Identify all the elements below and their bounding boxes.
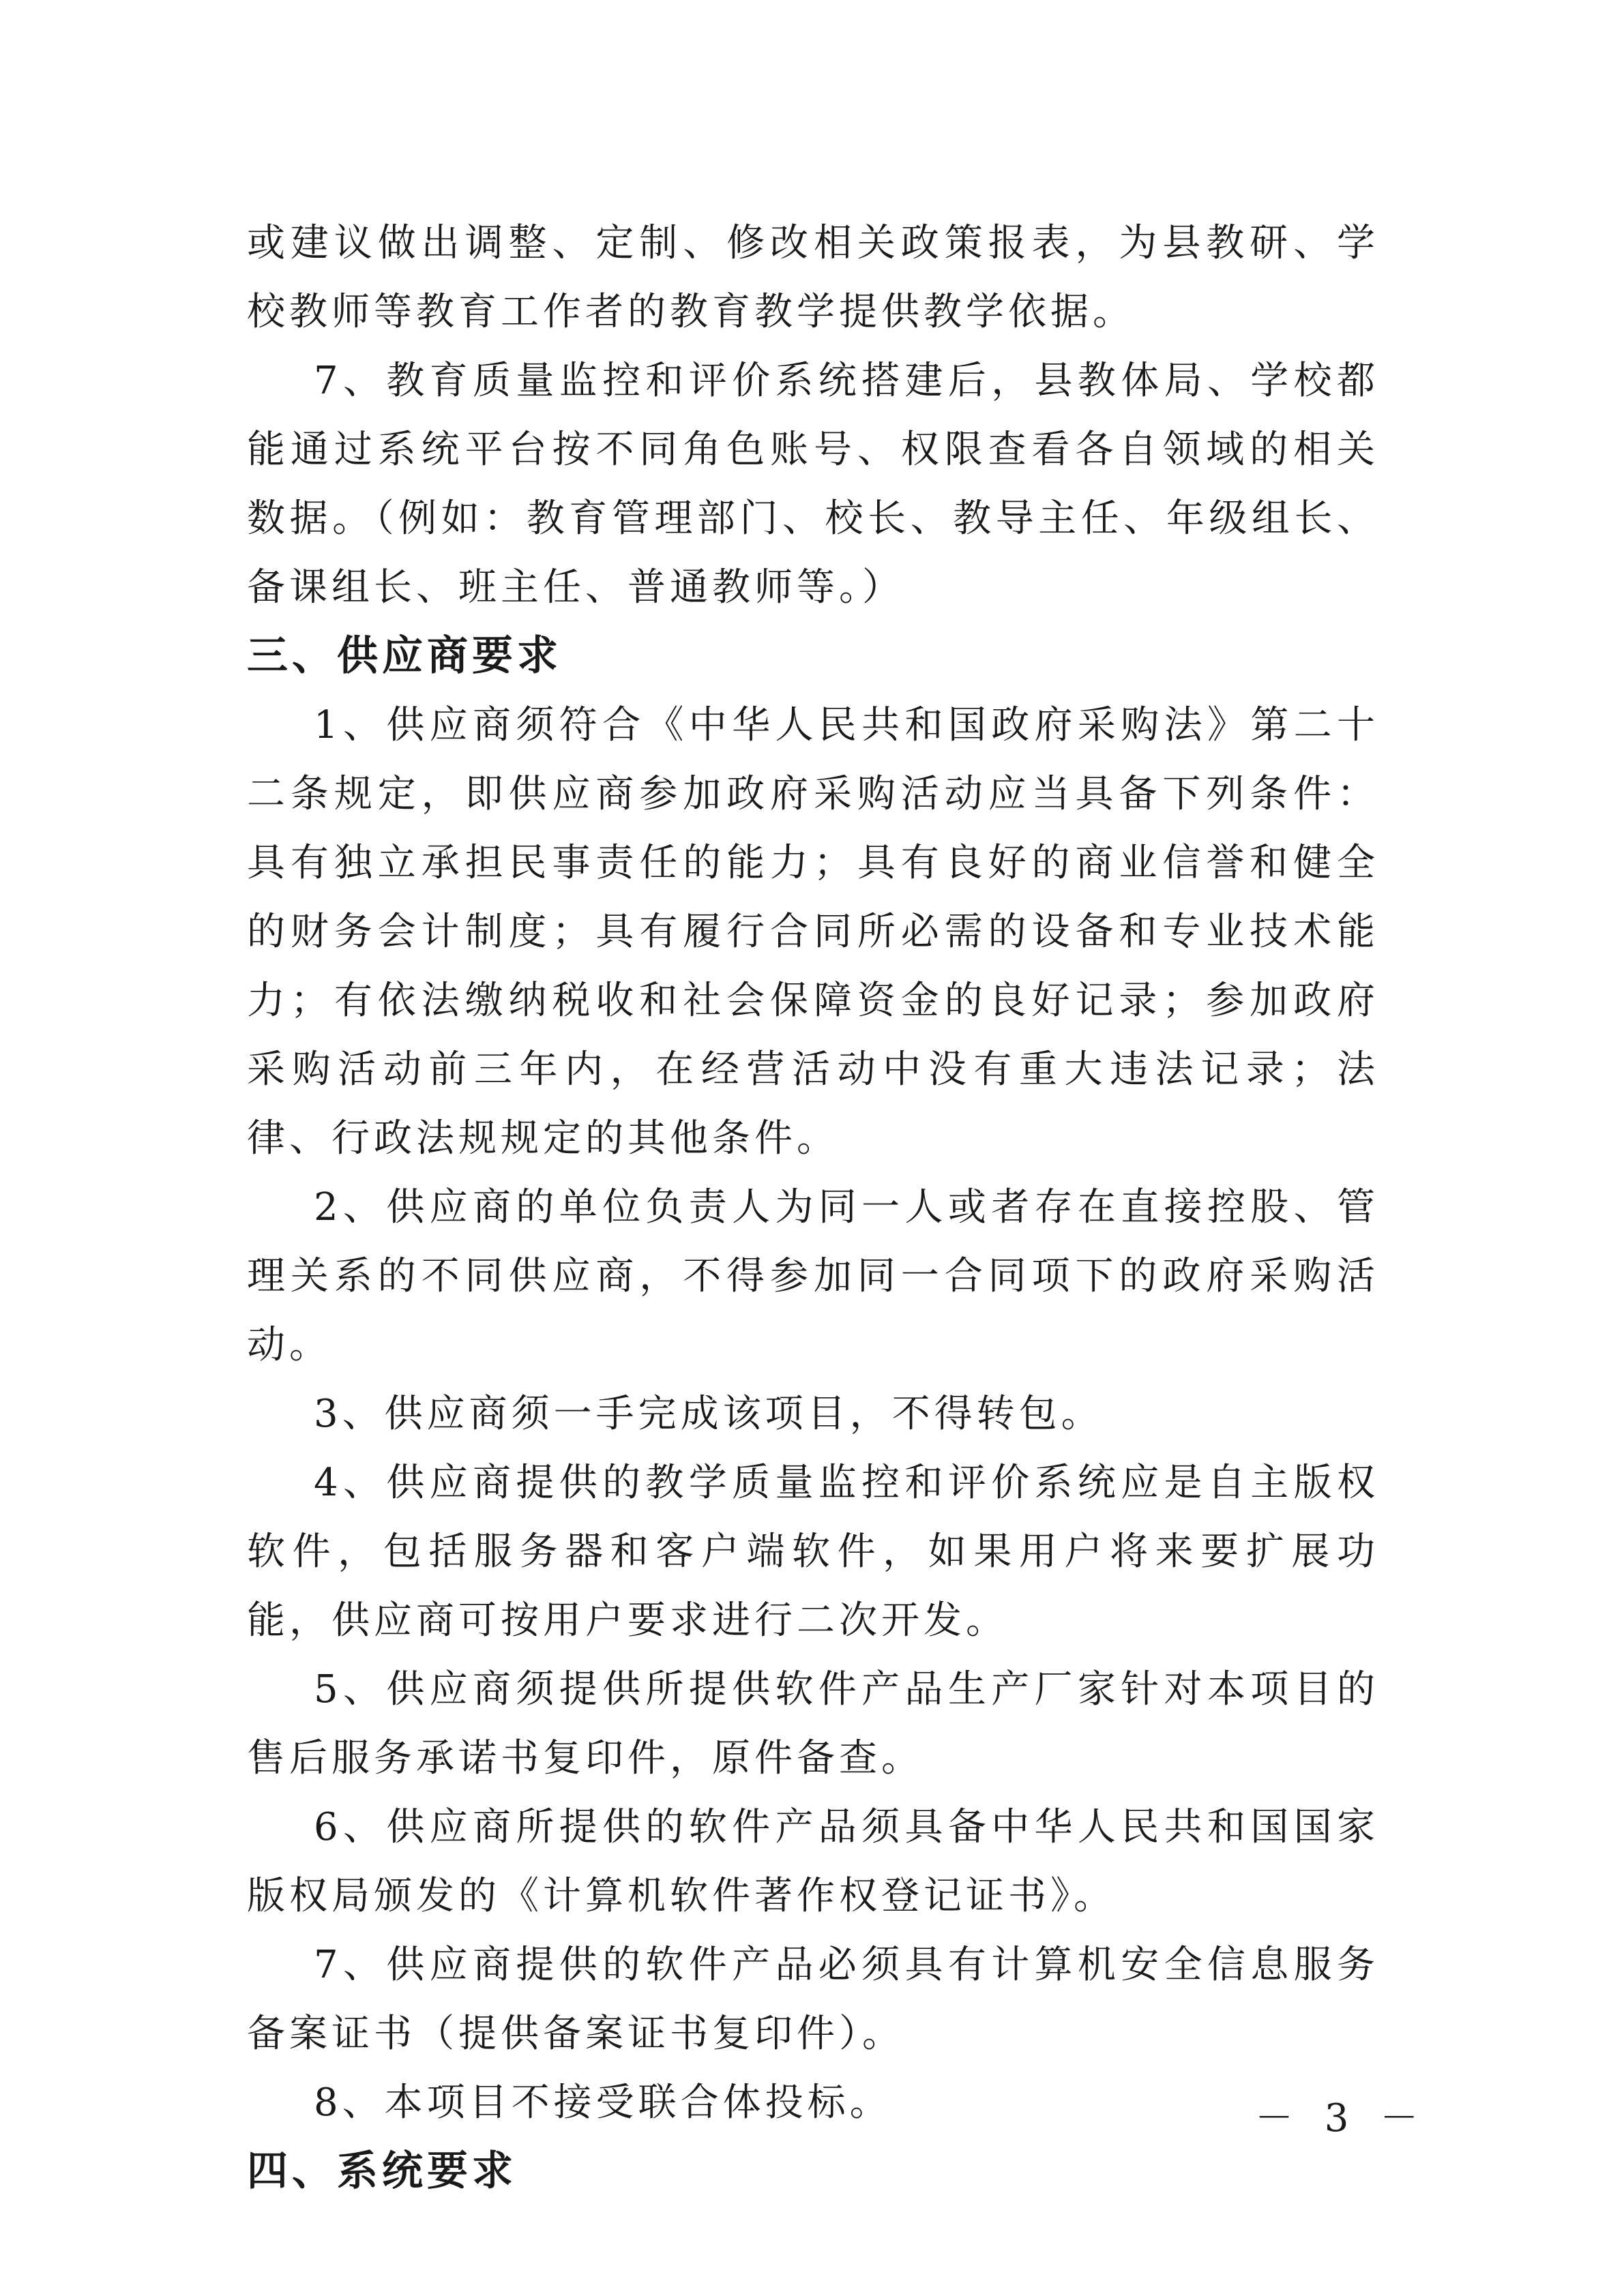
document-body [247,209,1379,2206]
section-heading-system-requirements: 四、系统要求 [247,2147,517,2195]
paragraph-supplier-item-5: 5、供应商须提供所提供软件产品生产厂家针对本项目的售后服务承诺书复印件，原件备查。 [247,1667,1379,1780]
section-heading-supplier-requirements: 三、供应商要求 [247,632,562,680]
paragraph-supplier-item-8: 8、本项目不接受联合体投标。 [314,2081,892,2125]
paragraph-supplier-item-2: 2、供应商的单位负责人为同一人或者存在直接控股、管理关系的不同供应商，不得参加同一合同项下的政府采购活动。 [247,1185,1379,1367]
paragraph-continuation: 或建议做出调整、定制、修改相关政策报表，为县教研、学校教师等教育工作者的教育教学提供教学依据。 [247,221,1379,334]
page-number: － 3 － [1255,2096,1428,2141]
paragraph-supplier-item-6: 6、供应商所提供的软件产品须具备中华人民共和国国家版权局颁发的《计算机软件著作权登记证书》。 [247,1805,1379,1918]
paragraph-item-7-system: 7、教育质量监控和评价系统搭建后，县教体局、学校都能通过系统平台按不同角色账号、权限查看各自领域的相关数据。（例如：教育管理部门、校长、教导主任、年级组长、备课组长、班主任、普通教师等。） [247,359,1379,610]
paragraph-supplier-item-3: 3、供应商须一手完成该项目，不得转包。 [314,1392,1104,1436]
paragraph-supplier-item-7: 7、供应商提供的软件产品必须具有计算机安全信息服务备案证书（提供备案证书复印件）。 [247,1943,1379,2056]
paragraph-supplier-item-4: 4、供应商提供的教学质量监控和评价系统应是自主版权软件，包括服务器和客户端软件，如果用户将来要扩展功能，供应商可按用户要求进行二次开发。 [247,1461,1379,1643]
paragraph-supplier-item-1: 1、供应商须符合《中华人民共和国政府采购法》第二十二条规定，即供应商参加政府采购活动应当具备下列条件：具有独立承担民事责任的能力；具有良好的商业信誉和健全的财务会计制度；具有履行合同所必需的设备和专业技术能力；有依法缴纳税收和社会保障资金的良好记录；参加政府采购活动前三年内，在经营活动中没有重大违法记录；法律、行政法规规定的其他条件。 [247,703,1379,1161]
